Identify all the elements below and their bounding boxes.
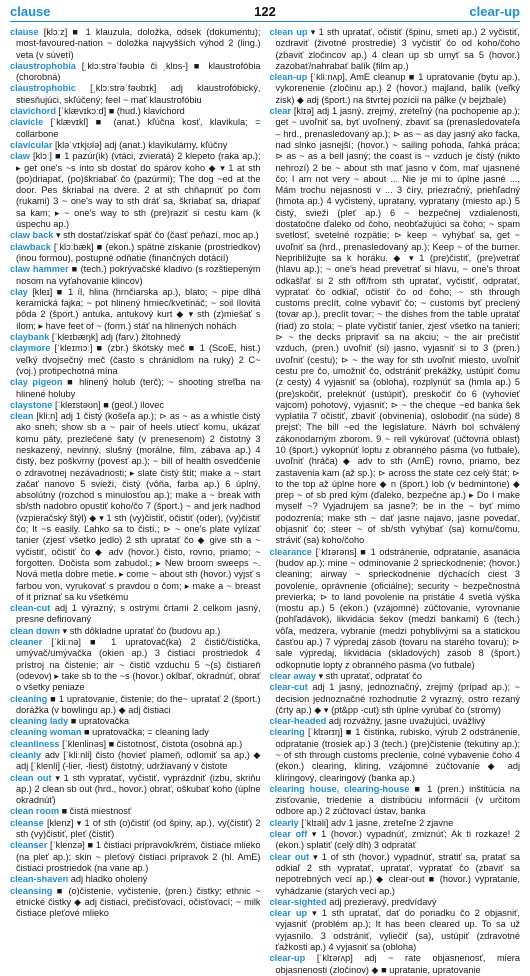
entry-definition: [klenz] ▾ 1 of sth (o)čistiť (od špiny, ap.), vy(čistiť) 2 sth (vy)čistiť, pleť (čistiť) (16, 817, 261, 840)
entry-headword: clay pigeon (10, 377, 63, 388)
entry-definition: adj prezieravý, predvídavý (329, 896, 437, 907)
entry-headword: claw hammer (10, 264, 69, 275)
entry-definition: ▾ 1 sth vypratať, vyčistiť, vyprázdniť (izbu, skriňu ap.) 2 clean sb out (hrd., hovor.) obrať, oškubať koho (úplne okradnúť) (16, 772, 261, 806)
entry-definition: ▾ sth upratať, odpratať čo (318, 670, 422, 681)
entry-headword: cleanliness (10, 738, 60, 749)
dictionary-entry (270, 953, 521, 976)
entry-definition: ▾ 1 of sth (hovor.) vypadnúť, stratiť sa, pratať sa odkiaľ 2 sth vypratať, upratať, vypratať čo (zbaviť sa nepotrebných vecí ap.) ◆ clear-out ■ (hovor.) vypratanie, vyhádzanie (starých vecí ap.) (275, 851, 520, 896)
page-header (10, 4, 520, 20)
dictionary-entry (10, 716, 261, 727)
entry-headword: cleaning woman (10, 727, 82, 738)
dictionary-entry (10, 750, 261, 773)
dictionary-entry (10, 151, 261, 230)
entry-definition: [ˈkliːnʌp], AmE cleanup ■ 1 upratovanie (bytu ap.), vykorenenie (zločinu ap.) 2 (hovor.) majland, balík (veľký zisk) ◆ adj (šport.) na štvrtej pozícii na pálke (v bejzbale) (275, 72, 520, 105)
dictionary-entry (270, 908, 521, 953)
right-column (269, 27, 521, 975)
entry-headword: clean down (10, 625, 61, 636)
entry-headword: clear off (269, 829, 308, 840)
dictionary-entry (10, 230, 261, 241)
entry-headword: claymore (10, 343, 51, 354)
entry-definition: [ˈklɪəli] adv 1 jasne, zreteľne 2 zjavne (301, 817, 454, 828)
entry-definition: ■ upratovačka (70, 716, 129, 727)
entry-headword: clean out (10, 772, 52, 783)
dictionary-entry (10, 140, 261, 151)
dictionary-entry (270, 852, 521, 897)
dictionary-entry (270, 72, 521, 106)
columns (10, 27, 521, 975)
entry-headword: clean-up (269, 72, 308, 83)
dictionary-entry (10, 106, 261, 117)
dictionary-entry (10, 739, 261, 750)
entry-headword: claustrophobia (10, 60, 76, 71)
entry-definition: [ˈkleɪbæŋk] adj (farv.) žltohnedý (51, 332, 181, 343)
entry-headword: cleanse (10, 817, 44, 828)
dictionary-entry (10, 27, 261, 61)
dictionary-entry (10, 343, 261, 377)
header-rule (10, 21, 520, 22)
entry-definition: ■ 1 (pren.) inštitúcia na zisťovanie, triedenie a distribúciu informácií (v určitom odbore ap.) 2 zúčtovací ústav, banka (275, 783, 520, 817)
entry-headword: clawback (10, 241, 51, 252)
entry-definition: [ˈkliːnə] ■ 1 upratovač(ka) 2 čistič/čistička, umývač/umývačka (okien ap.) 3 čistiaci prostriedok 4 prístroj na čistenie; air ~ čistič vzduchu 5 ~(s) čistiareň (odevov) ▸ take sb to the ~s (hovor.) oklbať, okradnúť, obrať o všetky peniaze (16, 637, 261, 693)
entry-headword: clear up (269, 908, 308, 919)
entry-headword: clear-up (269, 953, 306, 964)
dictionary-entry (10, 626, 261, 637)
entry-definition: ▾ sth dostať/získať späť čo (časť peňazí, moc ap.) (55, 230, 259, 241)
dictionary-entry (270, 716, 521, 727)
dictionary-entry (270, 27, 521, 72)
entry-headword: clear out (269, 851, 310, 862)
entry-definition: [klɔːz] ■ 1 klauzula, doložka, odsek (dokumentu); most-favoured-nation ~ doložka najvyšších výhod 2 (ling.) veta (v súvetí) (16, 27, 261, 60)
entry-headword: clavicle (10, 117, 44, 128)
entry-definition: [klɪə] adj 1 jasný, zrejmý, zreteľný (na pochopenie ap.); get ~ uvoľniť sa, byť uvoľnený, zbaviť sa (prenasledovateľa – hrd., prenasledovaný ap.); ⊳ as ~ as day jasný ako facka, nad slnko jasnejší; (hovor.) ~ sailing pohoda, ľahká práca; ⊳ as ~ as a bell jasný; the coast is ~ vzduch je čistý (nikto nehrozí) 2 be ~ about sth mať jasno v čom, mať ujasnené čo; I am not very ~ about ... Nie je mi to úplne jasné ..., Mám trochu nejasnosti v ... 3 číry, priezračný, priehľadný (hmota ap.) 4 vyčistený, upratany, vypratany (miesto ap.) 5 čistý, svieži (pleť ap.) 6 ~ bezpečnej vzdialenosti, dostatočne ďaleko od čoho, neobťažujúci sa čoho; ~ spam svetlosť, svetelné rozpätie; ⊳ keep ~ vyhýbať sa, get ~ uvoľniť sa (hrd., prenasledovaný ap.); Keep ~ of the burner. Nepribližujte sa k horáku. ◆ ▾ 1 (pre)čistiť, (pre)vetrať (hlavu ap.); ~ one's head prevetrať si hlavu, ~ one's throat odkašľať si 2 sth off/from sth upratať, vyčistiť, odpratať, vypratať čo odkiaľ, očistiť čo od čoho; ~ sth through customs preclít, colne vybaviť čo; ~ customs byť preclený (tovar ap.), preclít tovar; ~ the dishes from the table upratať (riad) zo stola; ~ plate vyčistiť tanier, zjesť všetko na tanieri; ⊳ ~ the decks pripraviť sa na akciu; ~ the air prečistiť vzduch, (pren.) uvoľniť (si) jasno, vyjasniť si to 3 (pren.) uvoľniť (cestu); ⊳ ~ the way for sth uvoľniť miesto, uvoľniť cestu pre čo, umožniť čo, odstrániť prekážky, ustúpiť čomu (z cesty) 4 vyjasniť sa (obloha), rozplynúť sa (hmla ap.) 5 (pre)skočiť, preleknúť (ustúpiť), preskočiť čo 6 (vyhovieť vajcom) pohotový, vyjasniť; ⊳ ~ the cheque ~ed banka šek vyplatila 7 očistiť, zbaviť (obvinenia), oslobodiť (na súde) 8 prejsť; The bill ~ed the legislature. Návrh bol schválený zákonodarným zborom. 9 ~ rell vykúrovať (účtovná oblast) 10 (šport.) vykopnúť loptu z obranného pásma (vo futbale), uvoľniť (hráča) ◆ adv to sth (AmE) rovno, priamo, bez zastavenia kam (až sp.); ⊳ across the state cez celý štát; ⊳ to the top až úplne hore ◆ n (šport.) lob (v bedmintone) ◆ prep ~ of sb pred kým (ďaleko, bezpečne ap.) ▸ Do I make myself ~? Vyjadrujem sa jasne?; be in the ~ byť mimo podozrenia; make sth ~ dať jasne najavo, jasne povedať, objasniť čo; steer ~ of sb/sth vyhýbať (sa) komu/čomu, stráviť (sa) koho/čoho (275, 106, 520, 546)
entry-headword: clavichord (10, 106, 56, 117)
dictionary-entry (10, 637, 261, 693)
entry-headword: claybank (10, 332, 50, 343)
entry-definition: ■ čistá miestnosť (61, 806, 132, 817)
entry-headword: cleaning (10, 693, 48, 704)
left-guide-word: clause (10, 4, 51, 19)
entry-definition: ■ 1 upratovanie, čistenie; do the~ upratať 2 (šport.) dorážka (v bowlingu ap.) ◆ adj čistiaci (16, 693, 261, 715)
entry-headword: clear away (269, 670, 316, 681)
dictionary-entry (10, 818, 261, 841)
entry-definition: ▾ 1 (hovor.) vypadnúť, zmiznúť; Ak ti rozkaze! 2 (ekon.) splatiť (celý dlh) 3 odpratať (275, 829, 521, 851)
entry-definition: adj hladko oholený (70, 874, 148, 885)
right-guide-word: clear-up (469, 4, 520, 19)
entry-definition: ■ (o)čistenie, vyčistenie, (pren.) čistky; ethnic ~ etnické čistky ◆ adj čistiaci, prečisťovací, očisťovací; ~ milk čistiace pleťové mlieko (16, 885, 261, 919)
dictionary-entry (10, 773, 261, 807)
entry-definition: [ˈklɪərɪŋ] ■ 1 čistinka, rubisko, výrub 2 odstránenie, odpratanie (trosiek ap.) 3 (tech.) (pre)čistenie (tekutiny ap.); ~ of sth through customs preclenie, colné vybavenie čoho 4 (ekon.) clearing, kliring, vzájomné zúčtovanie ◆ adj klíringový, clearingový (banka ap.) (275, 727, 520, 783)
dictionary-entry (10, 242, 261, 265)
entry-headword: claystone (10, 399, 53, 410)
entry-definition: ▾ 1 sth upratať, očistiť (špinu, smeti ap.) 2 vyčistiť, ozdraviť (životné prostredie) 3 vyčistiť čo od koho/čoho (zbaviť zločincov ap.) 4 clean up sb umyť sa 5 (hovor.) zazobať/nahrabať balík (film ap.) (275, 27, 520, 71)
page-number: 122 (254, 4, 276, 19)
entry-definition: [ˈklævɪkɔːd] ■ (hud.) klavichord (58, 106, 185, 117)
entry-definition: ▾ 1 sth upratať, dať do poriadku čo 2 objasniť, vyjasniť (problém ap.); It has been cleared up. To sa už vyjasnilo. 3 odstrániť, vyliečiť (sa), ustúpiť (zdravotné ťažkosti ap.) 4 vyjasniť sa (obloha) (275, 908, 520, 953)
entry-headword: cleaning lady (10, 716, 69, 727)
entry-headword: cleaner (10, 637, 43, 648)
entry-headword: clean (10, 411, 34, 422)
entry-headword: cleanser (10, 840, 48, 851)
entry-definition: [ˌklɔːstrəˈfəʊbiə či ˌklɒs-] ■ klaustrofóbia (chorobná) (16, 60, 261, 83)
entry-headword: clearance (269, 546, 312, 557)
entry-definition: ■ hlinený holub (terč); ~ shooting streľba na hlinené holuby (16, 377, 261, 399)
dictionary-entry (270, 682, 521, 716)
entry-headword: clean-cut (10, 603, 51, 614)
dictionary-entry (10, 117, 261, 140)
entry-headword: claustrophobic (10, 83, 76, 94)
dictionary-entry (270, 547, 521, 671)
dictionary-entry (10, 400, 261, 411)
dictionary-entry (10, 874, 261, 885)
entry-definition: ▾ sth dôkladne upratať čo (budovu ap.) (62, 625, 221, 636)
entry-headword: cleanly (10, 750, 42, 760)
dictionary-entry (270, 829, 521, 852)
left-column (10, 27, 261, 919)
entry-headword: clean up (269, 27, 308, 37)
entry-headword: clause (10, 27, 39, 37)
entry-definition: [ˈkleɪstəʊn] ■ (geol.) ílovec (54, 399, 164, 410)
dictionary-entry (10, 603, 261, 626)
dictionary-entry (270, 106, 521, 547)
dictionary-entry (10, 840, 261, 874)
entry-definition: [klɔː] ■ 1 pazúr(ik) (vtáci, zvieratá) 2 klepeto (raka ap.); ▸ get one's ~s into sb dostať do spárov koho ◆ ▾ 1 at sth (po)driapať, (po)škriabať čo (pazúrmi); The dog ~ed at the door. Pes škriabal na dvere. 2 at sth chňapnúť po čom (rukami) 3 ~ one's way to sth dráť sa, škriabať sa, driapať sa kam; ▸ ~ one's way to sth (pre)raziť si cestu kam (k úspechu ap.) (16, 151, 261, 230)
entry-definition: adj rozvážny, jasne uvažujúci, uvážlivý (328, 716, 486, 727)
dictionary-entry (10, 287, 261, 332)
dictionary-entry (10, 61, 261, 84)
entry-headword: claw (10, 151, 30, 162)
entry-definition: ■ upratovačka; = cleaning lady (84, 727, 209, 738)
entry-headword: claw back (10, 230, 54, 241)
dictionary-entry (10, 694, 261, 717)
entry-definition: adv [ˈkliːnli] čisto (hovieť plameň, odlomiť sa ap.) ◆ adj [ˈklenli] (-lier, -liest) čistotný, udržiavaný v čistote (16, 750, 261, 772)
entry-definition: [ˈklɪərəns] ■ 1 odstránenie, odpratanie, asanácia (budov ap.); mine ~ odminovanie 2 sprieckodnenie; (hovor.) cleaning; airway ~ sprieckodnenie dýchacích ciest 3 povolenie, oprávnenie (oficiálne); security ~ bezpečnostná previerka; ⊳ to land povolenie na pristátie 4 svetlá výška (mostu ap.) 5 (ekon.) (vzájomné) zúčtovanie, vyrovnanie (pohľadávok), likvidácia šekov (medzi bankami) 6 (tech.) vôľa, medzera, vybranie (medzi pohyblivými sa a statickou časťou ap.) 7 výpredaj zásob (tovaru na starého tovaru); ⊳ sale výpredaj, likvidácia (skladových) zásob 8 (šport.) odkopnutie lopty z obranného pásma (vo futbale) (275, 546, 520, 670)
entry-headword: clear (269, 106, 291, 117)
dictionary-entry (270, 784, 521, 818)
dictionary-entry (10, 411, 261, 603)
dictionary-entry (10, 806, 261, 817)
entry-definition: [ˈklenlinəs] ■ čistotnosť, čistota (osobná ap.) (62, 738, 243, 749)
dictionary-entry (270, 671, 521, 682)
entry-definition: adj 1 jasný, jednoznačný, zrejmý (prípad ap.); ~ decision jednoznačné rozhodnutie 2 vyrazný, ostro rezaný (črty ap.) ◆ ▾ (pt&pp -cut) sth úplne vyrúbať čo (stromy) (275, 682, 520, 715)
entry-headword: clear-cut (269, 682, 308, 693)
entry-headword: clavicular (10, 139, 53, 150)
dictionary-entry (10, 83, 261, 106)
entry-definition: [ˈklɔːbæk] ■ (ekon.) spätné získanie (prostriedkov) (inou formou), postupné odňatie (finančných dotácií) (16, 241, 261, 263)
entry-headword: clear-headed (269, 716, 327, 727)
entry-definition: [ˌklɔːstrəˈfəʊbɪk] adj klaustrofóbický, stiesňujúci, skľúčený; feel ~ mať klaustrofóbiu (16, 83, 261, 105)
entry-headword: cleansing (10, 885, 53, 896)
entry-definition: [ˈklenzə] ■ 1 čistiaci prípravok/krém, čistiace mlieko (na pleť ap.); skin ~ pleťový čistiaci prípravok 2 (hl. AmE) čistiaci prostriedok (na vane ap.) (16, 840, 261, 873)
entry-definition: [ˈklævɪkl] ■ (anat.) kľúčna kosť, klavikula; = collarbone (16, 117, 261, 139)
entry-headword: clean-shaven (10, 874, 69, 885)
dictionary-entry (10, 264, 261, 287)
entry-definition: adj 1 výrazný, s ostrými črtami 2 celkom jasný, presne definovaný (16, 603, 261, 625)
entry-headword: clear-sighted (269, 896, 327, 907)
dictionary-entry (270, 818, 521, 829)
entry-headword: clean room (10, 806, 60, 817)
entry-definition: [kliːn] adj 1 čistý (košeľa ap.); ⊳ as ~ as a whistle čistý ako sneh; show sb a ~ pair of heels utiecť komu, ukázať komu päty, prezlečené šaty (v prenesenom) 2 čistotný 3 neskazený, nevinný, slušný (morálne, film, zábava ap.) 4 čistý, bez poškvrny (povesť ap.); ~ bill of health osvedčenie o zdravotnej nezávadnosti; ▸ slate čistý štít; make a ~ start začať nanovo 5 svieži, čistý (vôňa, farba ap.) 6 úplný, absolútny (rozchod s minulosťou ap.); make a ~ break with sb/sth nadobro opustiť koho/čo 7 (šport.) ~ and jerk nadhod (vzpieračský štýl) ◆ ▾ 1 sth (vy)čistiť, očistiť (oder), (vy)čistiť čo; It ~s easily. Ľahko sa to čistí.; ⊳ ~ one's plate vylízať tanier (zjesť všetko jedlo) 2 sth upratať čo ◆ give sth a ~ vyčistiť, očistiť čo ◆ adv (hovor.) čisto, rovno, priamo; ~ forgotten. Dočista som zabudol.; ▸ New broom sweeps ~. Nová metla dobre metie. ▸ come ~ about sth (hovor.) vyjsť s farbou von, vyrukovať s pravdou o čom; ▸ make a ~ breast of it priznať sa ku všetkému (16, 411, 261, 602)
entry-headword: clay (10, 286, 28, 297)
entry-headword: clearing (269, 727, 305, 738)
dictionary-entry (270, 897, 521, 908)
entry-definition: ■ (tech.) pokrývačské kladivo (s rozštiepeným nosom na vyťahovanie klincov) (16, 264, 261, 286)
entry-definition: [ˈkleɪmɔː] ■ (zbr.) škótsky meč ■ 1 (ScoE, hist.) veľký dvojsečný meč (často s chránidlom na ruky) 2 C~ (voj.) protipechotná mína (16, 343, 261, 376)
dictionary-entry (10, 727, 261, 738)
entry-definition: [ˈklɪərʌp] adj ~ rate objasnenosť, miera objasnenosti (zločinov) ◆ ■ upratanie, upratovanie (275, 953, 520, 975)
dictionary-entry (10, 886, 261, 920)
entry-headword: clearing house, clearing-house (269, 783, 410, 794)
entry-definition: [kleɪ] ■ 1 íl, hlina (hrnčiarska ap.), blato; ~ pipe dlhá keramická fajka; ~ pot hlinený hrniec/kvetináč; ~ soil ílovitá pôda 2 (šport.) antuka, antukový kurt ◆ ▾ sth (z)miešať s ílom; ▸ have feet of ~ (form.) stáť na hlinených nohách (16, 286, 261, 331)
dictionary-entry (10, 377, 261, 400)
dictionary-entry (10, 332, 261, 343)
dictionary-entry (270, 727, 521, 783)
entry-headword: clearly (269, 817, 299, 828)
entry-definition: [kləˈvɪkjʊlə] adj (anat.) klavikulárny, kľúčny (54, 139, 228, 150)
